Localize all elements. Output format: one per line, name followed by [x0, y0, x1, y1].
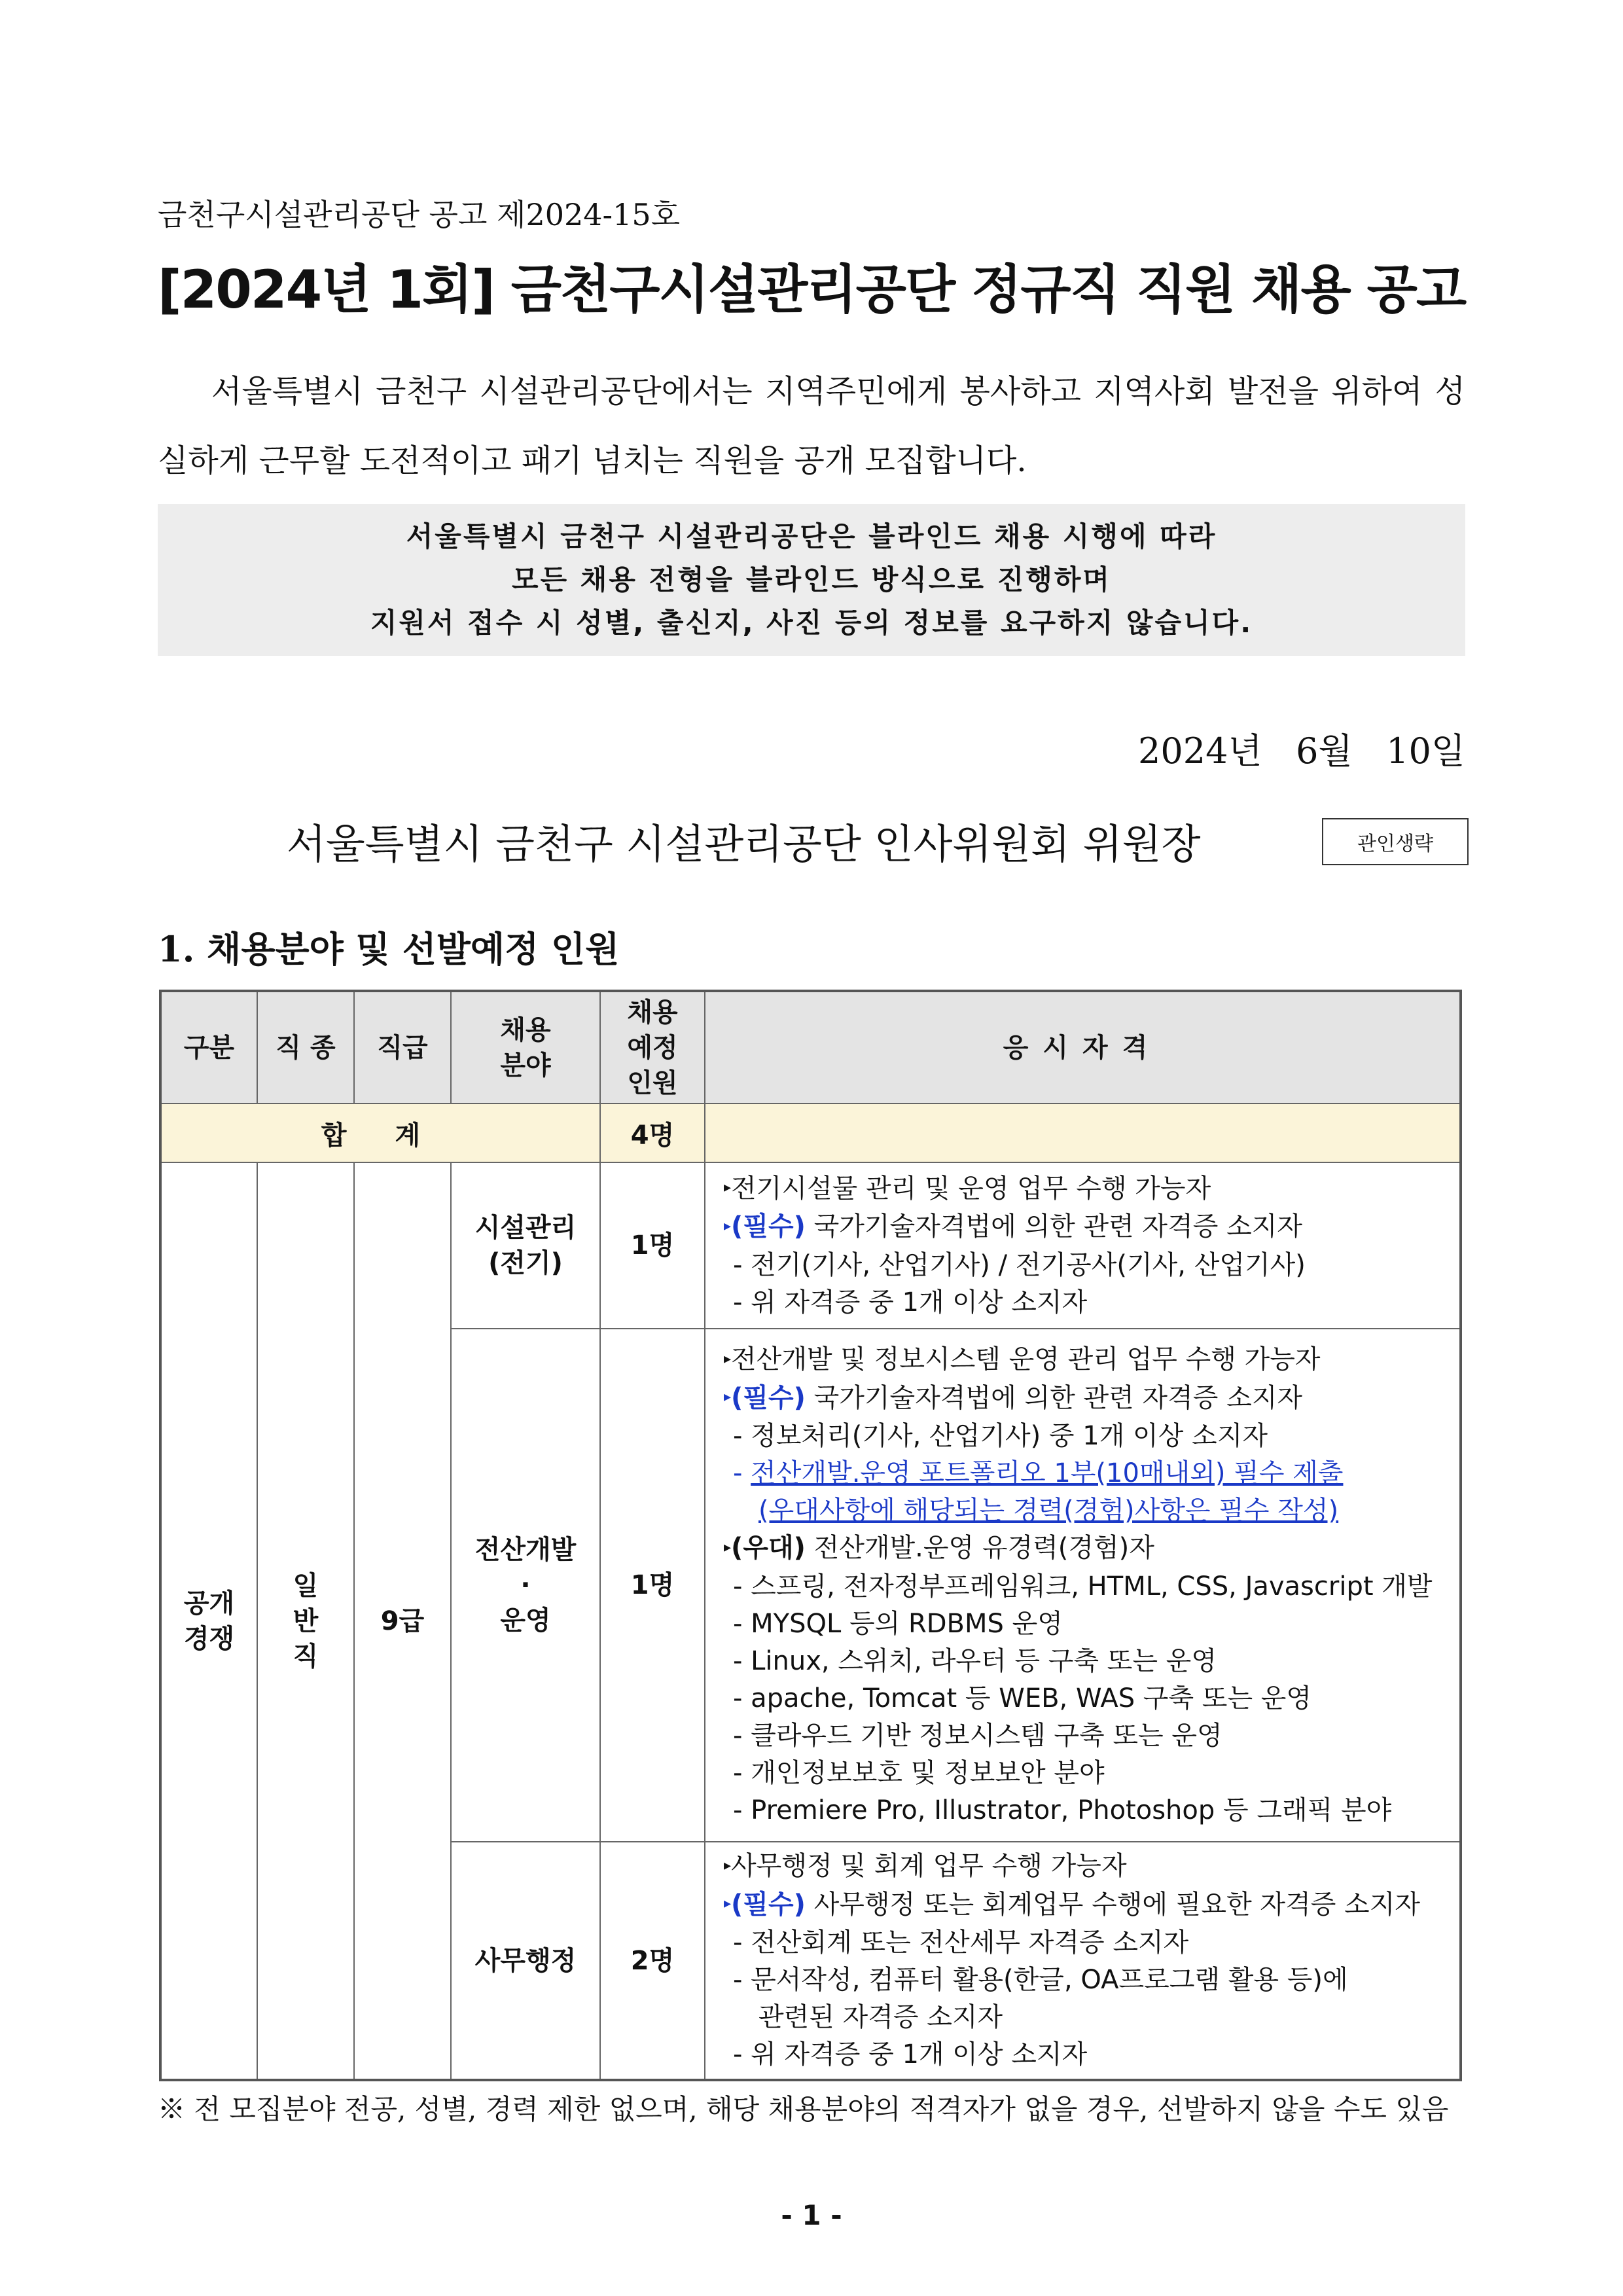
header-job-type: 직 종 [257, 991, 354, 1103]
portfolio-requirement: 전산개발.운영 포트폴리오 1부(10매내외) 필수 제출 [751, 1458, 1344, 1489]
field-line: (전기) [488, 1248, 563, 1278]
job-type-line: 직 [293, 1641, 319, 1672]
qualifications-cell [705, 1162, 1461, 1329]
required-tag: (필수) [731, 1382, 806, 1413]
qual-line: - 클라우드 기반 정보시스템 구축 또는 운영 [733, 1720, 1222, 1751]
qual-line: ▸(필수) 사무행정 또는 회계업무 수행에 필요한 자격증 소지자 [724, 1889, 1420, 1920]
notice-date: 2024년 6월 10일 [1138, 730, 1465, 772]
preferred-tag: (우대) [731, 1533, 806, 1564]
blind-notice-line: 지원서 접수 시 성별, 출신지, 사진 등의 정보를 요구하지 않습니다. [370, 607, 1253, 639]
bullet-icon: ▸ [724, 1857, 732, 1874]
qual-line: - apache, Tomcat 등 WEB, WAS 구축 또는 운영 [733, 1683, 1312, 1713]
table-header-row [160, 991, 1461, 1103]
qual-line: - Premiere Pro, Illustrator, Photoshop 등 그래픽 분야 [733, 1795, 1392, 1825]
signer: 서울특별시 금천구 시설관리공단 인사위원회 위원장 [287, 820, 1201, 868]
field-cell: 사무행정 [451, 1842, 600, 2080]
qual-line: - Linux, 스위치, 라우터 등 구축 또는 운영 [733, 1645, 1217, 1676]
qual-line: ▸전산개발 및 정보시스템 운영 관리 업무 수행 가능자 [724, 1344, 1321, 1375]
header-field-line: 채용 [500, 1014, 551, 1045]
header-field [451, 991, 600, 1103]
intro-paragraph [158, 357, 1465, 495]
header-count [600, 991, 705, 1103]
job-type-line: 일 [293, 1570, 319, 1601]
field-line: 시설관리 [474, 1213, 577, 1243]
seal-omitted-box: 관인생략 [1322, 818, 1469, 865]
qual-line: - 전산개발.운영 포트폴리오 1부(10매내외) 필수 제출 [733, 1458, 1344, 1489]
required-tag: (필수) [731, 1889, 806, 1920]
field-cell [451, 1329, 600, 1842]
total-label: 합 계 [160, 1103, 600, 1162]
header-count-line: 채용 [627, 997, 678, 1028]
count-cell: 1명 [600, 1329, 705, 1842]
bullet-icon: ▸ [724, 1217, 732, 1234]
bullet-icon: ▸ [724, 1389, 732, 1406]
header-count-line: 인원 [627, 1067, 678, 1098]
bullet-icon: ▸ [724, 1539, 732, 1556]
total-row [160, 1103, 1461, 1162]
field-line: · [520, 1570, 531, 1600]
blind-recruitment-notice [158, 504, 1465, 656]
header-grade: 직급 [354, 991, 451, 1103]
intro-text: 서울특별시 금천구 시설관리공단에서는 지역주민에게 봉사하고 지역사회 발전을 위하여 성실하게 근무할 도전적이고 패기 넘치는 직원을 공개 모집합니다. [158, 373, 1465, 479]
field-line: 전산개발 [474, 1535, 577, 1565]
bullet-icon: ▸ [724, 1179, 732, 1196]
page-title: [2024년 1회] 금천구시설관리공단 정규직 직원 채용 공고 [158, 259, 1466, 320]
qual-line: 관련된 자격증 소지자 [758, 2002, 1003, 2032]
count-cell: 1명 [600, 1162, 705, 1329]
blind-notice-line: 서울특별시 금천구 시설관리공단은 블라인드 채용 시행에 따라 [406, 520, 1217, 552]
field-cell [451, 1162, 600, 1329]
qual-line: - 전산회계 또는 전산세무 자격증 소지자 [733, 1928, 1189, 1958]
footnote: ※ 전 모집분야 전공, 성별, 경력 제한 없으며, 해당 채용분야의 적격자가 없을 경우, 선발하지 않을 수도 있음 [158, 2093, 1449, 2125]
qualifications-cell [705, 1329, 1461, 1842]
bullet-icon: ▸ [724, 1895, 732, 1912]
required-tag: (필수) [731, 1211, 806, 1242]
qual-line: - 스프링, 전자정부프레임워크, HTML, CSS, Javascript 개발 [733, 1571, 1433, 1602]
qual-line: (우대사항에 해당되는 경력(경험)사항은 필수 작성) [758, 1496, 1339, 1526]
header-qualifications: 응시자격 [705, 991, 1461, 1103]
qual-line: - 문서작성, 컴퓨터 활용(한글, OA프로그램 활용 등)에 [733, 1965, 1348, 1995]
qualifications-cell [705, 1842, 1461, 2080]
qual-line: ▸(우대) 전산개발.운영 유경력(경험)자 [724, 1533, 1154, 1564]
total-count: 4명 [600, 1103, 705, 1162]
qual-line: - MYSQL 등의 RDBMS 운영 [733, 1608, 1063, 1639]
section-title: 1. 채용분야 및 선발예정 인원 [158, 928, 620, 970]
category-line: 경쟁 [183, 1623, 235, 1654]
header-field-line: 분야 [500, 1050, 551, 1081]
qual-line: ▸(필수) 국가기술자격법에 의한 관련 자격증 소지자 [724, 1211, 1302, 1242]
header-category: 구분 [160, 991, 257, 1103]
job-type-line: 반 [293, 1605, 319, 1636]
total-empty [705, 1103, 1461, 1162]
qual-line: - 정보처리(기사, 산업기사) 중 1개 이상 소지자 [733, 1421, 1268, 1452]
qual-line: ▸전기시설물 관리 및 운영 업무 수행 가능자 [724, 1173, 1211, 1204]
qual-line: - 개인정보보호 및 정보보안 분야 [733, 1757, 1105, 1788]
recruitment-table [159, 990, 1462, 2081]
qual-line: - 위 자격증 중 1개 이상 소지자 [733, 2039, 1088, 2070]
qual-line: ▸사무행정 및 회계 업무 수행 가능자 [724, 1851, 1127, 1881]
field-line: 운영 [500, 1605, 551, 1636]
qual-line: - 전기(기사, 산업기사) / 전기공사(기사, 산업기사) [733, 1249, 1306, 1280]
header-count-line: 예정 [627, 1032, 678, 1063]
notice-number: 금천구시설관리공단 공고 제2024-15호 [158, 197, 681, 232]
qual-line: ▸(필수) 국가기술자격법에 의한 관련 자격증 소지자 [724, 1382, 1302, 1413]
table-row [160, 1162, 1461, 1329]
count-cell: 2명 [600, 1842, 705, 2080]
category-cell [160, 1162, 257, 2080]
page-number: - 1 - [781, 2199, 842, 2231]
blind-notice-line: 모든 채용 전형을 블라인드 방식으로 진행하며 [512, 564, 1111, 596]
bullet-icon: ▸ [724, 1350, 732, 1367]
qual-line: - 위 자격증 중 1개 이상 소지자 [733, 1287, 1088, 1318]
grade-cell: 9급 [354, 1162, 451, 2080]
job-type-cell [257, 1162, 354, 2080]
category-line: 공개 [183, 1588, 235, 1619]
